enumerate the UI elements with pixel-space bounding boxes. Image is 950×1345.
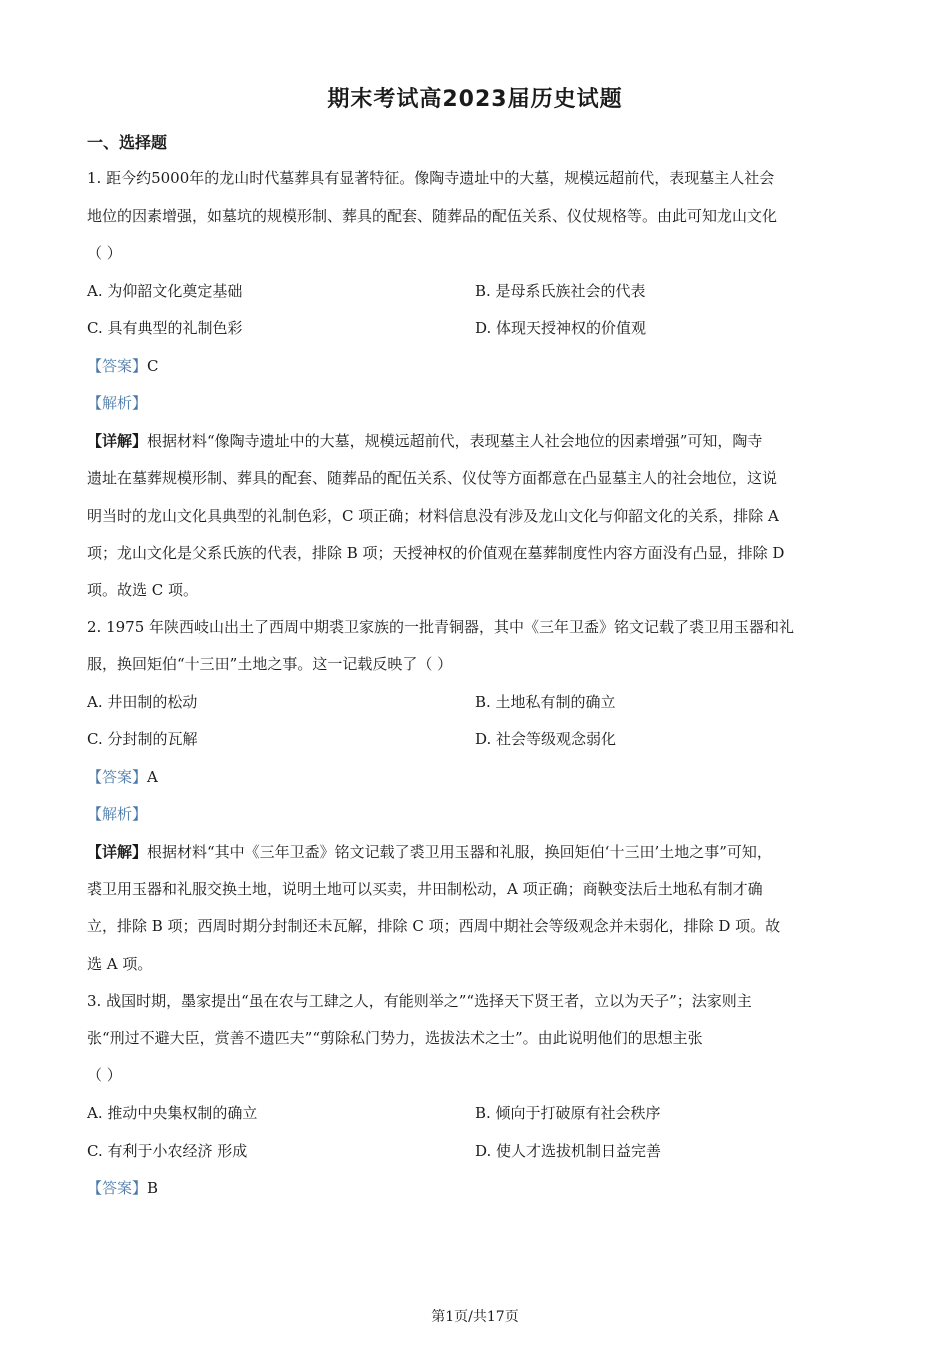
q3-option-d: D. 使人才选拔机制日益完善 (475, 1142, 662, 1160)
q1-detail-line: 遗址在墓葬规模形制、葬具的配套、随葬品的配伍关系、仪仗等方面都意在凸显墓主人的社会地位，这说 (87, 469, 778, 487)
q1-option-c: C. 具有典型的礼制色彩 (87, 319, 243, 337)
q2-detail-line (87, 841, 863, 863)
answer-label: 【答案】 (87, 768, 148, 786)
q1-detail-line (87, 430, 863, 452)
detail-text: 根据材料“像陶寺遗址中的大墓，规模远超前代，表现墓主人社会地位的因素增强”可知，陶寺 (147, 432, 763, 450)
q2-option-a: A. 井田制的松动 (87, 693, 198, 711)
q3-stem-line: （ ） (87, 1066, 122, 1084)
q1-stem-line: 1. 距今约5000年的龙山时代墓葬具有显著特征。像陶寺遗址中的大墓，规模远超前代，表现墓主人社会 (87, 169, 775, 187)
q2-answer (87, 766, 863, 788)
q1-detail-line: 项；龙山文化是父系氏族的代表，排除 B 项；天授神权的价值观在墓葬制度性内容方面没有凸显，排除 D (87, 544, 785, 562)
answer-value: A (147, 768, 158, 786)
detail-text: 根据材料“其中《三年卫盉》铭文记载了裘卫用玉器和礼服，换回矩伯‘十三田’土地之事”可知， (147, 843, 772, 861)
q2-option-b: B. 土地私有制的确立 (475, 693, 616, 711)
q3-stem-line: 张“刑过不避大臣，赏善不遗匹夫”“剪除私门势力，选拔法术之士”。由此说明他们的思想主张 (87, 1029, 703, 1047)
q3-option-b: B. 倾向于打破原有社会秩序 (475, 1104, 661, 1122)
q3-option-a: A. 推动中央集权制的确立 (87, 1104, 258, 1122)
answer-value: C (147, 357, 159, 375)
q2-stem-line: 2. 1975 年陕西岐山出土了西周中期裘卫家族的一批青铜器，其中《三年卫盉》铭文记载了裘卫用玉器和礼 (87, 618, 795, 636)
q2-option-d: D. 社会等级观念弱化 (475, 730, 617, 748)
q1-detail-line: 明当时的龙山文化具典型的礼制色彩，C 项正确；材料信息没有涉及龙山文化与仰韶文化的关系，排除 A (87, 507, 779, 525)
q2-detail-line: 裘卫用玉器和礼服交换土地，说明土地可以买卖，井田制松动，A 项正确；商鞅变法后土地私有制才确 (87, 880, 763, 898)
q1-option-a: A. 为仰韶文化奠定基础 (87, 282, 243, 300)
detail-label: 【详解】 (87, 432, 148, 450)
analysis-label: 【解析】 (87, 394, 148, 412)
q3-answer (87, 1177, 863, 1199)
q1-option-d: D. 体现天授神权的价值观 (475, 319, 647, 337)
q1-analysis-label (87, 392, 863, 414)
page-footer: 第1页/共17页 (431, 1309, 519, 1325)
q2-detail-line: 选 A 项。 (87, 955, 153, 973)
q1-stem-line: 地位的因素增强，如墓坑的规模形制、葬具的配套、随葬品的配伍关系、仪仗规格等。由此可知龙山文化 (87, 207, 778, 225)
section-heading: 一、选择题 (87, 133, 168, 152)
analysis-label: 【解析】 (87, 805, 148, 823)
q1-answer (87, 355, 863, 377)
detail-label: 【详解】 (87, 843, 148, 861)
page-title: 期末考试高2023届历史试题 (327, 87, 623, 112)
q1-option-b: B. 是母系氏族社会的代表 (475, 282, 646, 300)
q1-detail-line: 项。故选 C 项。 (87, 581, 199, 599)
q2-option-c: C. 分封制的瓦解 (87, 730, 198, 748)
q2-detail-line: 立，排除 B 项；西周时期分封制还未瓦解，排除 C 项；西周中期社会等级观念并未弱化，排除 D 项。故 (87, 917, 781, 935)
q1-stem-line: （ ） (87, 244, 122, 262)
answer-label: 【答案】 (87, 1179, 148, 1197)
q2-analysis-label (87, 803, 863, 825)
q2-stem-line: 服，换回矩伯“十三田”土地之事。这一记载反映了（ ） (87, 655, 453, 673)
q3-option-c: C. 有利于小农经济 形成 (87, 1142, 248, 1160)
answer-value: B (147, 1179, 159, 1197)
q3-stem-line: 3. 战国时期，墨家提出“虽在农与工肆之人，有能则举之”“选择天下贤王者，立以为天子”；法家则主 (87, 992, 752, 1010)
answer-label: 【答案】 (87, 357, 148, 375)
